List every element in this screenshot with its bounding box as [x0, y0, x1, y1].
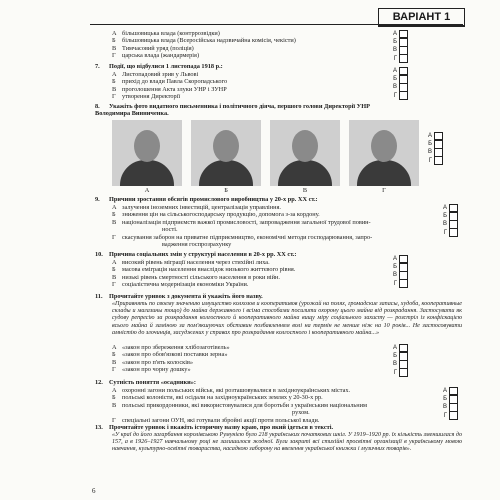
answer-box[interactable]: [449, 228, 458, 237]
q11-question: 11. Прочитайте уривок з документа й укажіть його назву.: [95, 293, 263, 300]
q10-options: А високий рівень міграції населення через стихійні лиха. Б масова еміграція населення внаслідок низького життєвого рівня. В низькі рівень смертності сільського населення в роки війн. Г соціалістична модернізація економіки України.: [112, 259, 296, 289]
q6-options: А більшовицька влада (контррозвідки) Б більшовицька влада (Всеросійська надзвичайна комісія, чекісти) В Тимчасовий уряд (поліція) Г царська влада (жандармерія): [112, 30, 296, 60]
answer-box[interactable]: [434, 156, 443, 165]
q12-question: 12. Сутність поняття «осадники»:: [95, 379, 196, 386]
answer-box[interactable]: [449, 411, 458, 420]
q8-answer-grid[interactable]: А Б В Г: [422, 132, 443, 165]
header-rule: [90, 24, 463, 25]
answer-box[interactable]: [399, 368, 408, 377]
q12-answer-grid[interactable]: А Б В Г: [437, 387, 458, 420]
q9-options: А залучення іноземних інвестицій, централізація управління. Б зниження цін на сільськогосподарську продукцію, допомога з-за кордону. В націоналізація підприємств важкої промисловості, запровадження загальної трудової повин- ності. Г скасування заборон на приватне підприємництво, економічні методи господарювання, запро- вадження госпрозрахунку: [112, 204, 373, 249]
q10-answer-grid[interactable]: А Б В Г: [387, 255, 408, 288]
q11-quote: «Приравнять по своему значению имущество колхозов и кооперативов (урожай на полях, громадские запасы, худоба, кооперативные склады и магазины тощо) до майна державного і всіма способами посилити охорону цього майна від розкрадання. Застосувати як судову репресію за розкрадання колгоспного й кооперативного майна вищу міру соціального захисту — розстріл із конфіскацією всього майна й заміною за пом'якшуючих обставин позбавленням волі на термін не менше ніж на 10 років... Не застосовувати амністію до злочинців, засуджених у справах про розкрадання колгоспного і кооперативного майна...»: [112, 301, 462, 336]
q7-answer-grid[interactable]: А Б В Г: [387, 67, 408, 100]
variant-header: ВАРІАНТ 1: [378, 8, 465, 27]
portrait-photo-c: [270, 120, 340, 186]
q11-options: А «закон про збереження хлібозаготівель» Б «закон про обов'язкові поставки зерна» В «закон про п'ять колосків» Г «закон про чорну дошку»: [112, 344, 230, 374]
q8-photo-labels: А Б В Г: [144, 187, 386, 194]
portrait-photo-b: [191, 120, 261, 186]
answer-box[interactable]: [399, 54, 408, 63]
q10-question: 10. Причина соціальних змін у структурі населення в 20-х рр. ХХ ст.:: [95, 251, 297, 258]
answer-box[interactable]: [399, 91, 408, 100]
portrait-photo-a: [112, 120, 182, 186]
page-number: 6: [92, 487, 96, 495]
portrait-photo-d: [349, 120, 419, 186]
q13-quote: «У краї до його загарбання королівською Румунією було 218 українських початкових шкіл. У 1919–1920 рр. їх кількість зменшилася до 157, а в 1926–1927 навчальному році не залишилося жодної. Були закриті всі стихійні просвітні організації в українському мовою навчання, культурно-освітні товариства, насадкою заборону на ввезення української книжки і музичних товарів».: [112, 432, 462, 453]
q7-question: 7. Події, що відбулися 1 листопада 1918 р.:: [95, 63, 223, 70]
q8-question: 8. Укажіть фото видатного письменника і політичного діяча, першого голови Директорії УНР Володимира Винниченка.: [95, 103, 371, 118]
q9-answer-grid[interactable]: А Б В Г: [437, 204, 458, 237]
q9-question: 9. Причини зростання обсягів промислового виробництва у 20-х рр. ХХ ст.:: [95, 196, 318, 203]
q7-options: А Листопадовий зрив у Львові Б прихід до влади Павла Скоропадського В проголошення Акта злуки УНР і ЗУНР Г утворення Директорії: [112, 71, 228, 101]
q11-answer-grid[interactable]: А Б В Г: [387, 344, 408, 377]
q6-answer-grid[interactable]: А Б В Г: [387, 30, 408, 63]
q13-question: 13. Прочитайте уривок і вкажіть історичну назву краю, про який ідеться в тексті.: [95, 424, 334, 431]
q8-photos: [112, 120, 419, 186]
q12-options: А охоронні загони польських військ, які розташовувалися в західноукраїнських містах. Б польські колоністи, які осідали на західноукраїнських землях у 20-30-х рр. В польські прикордонники, які використовувалися для боротьби з українським національним рухом. Г спеціальні загони ОУН, які готували збройні акції проти польської влади.: [112, 387, 367, 424]
answer-box[interactable]: [399, 279, 408, 288]
